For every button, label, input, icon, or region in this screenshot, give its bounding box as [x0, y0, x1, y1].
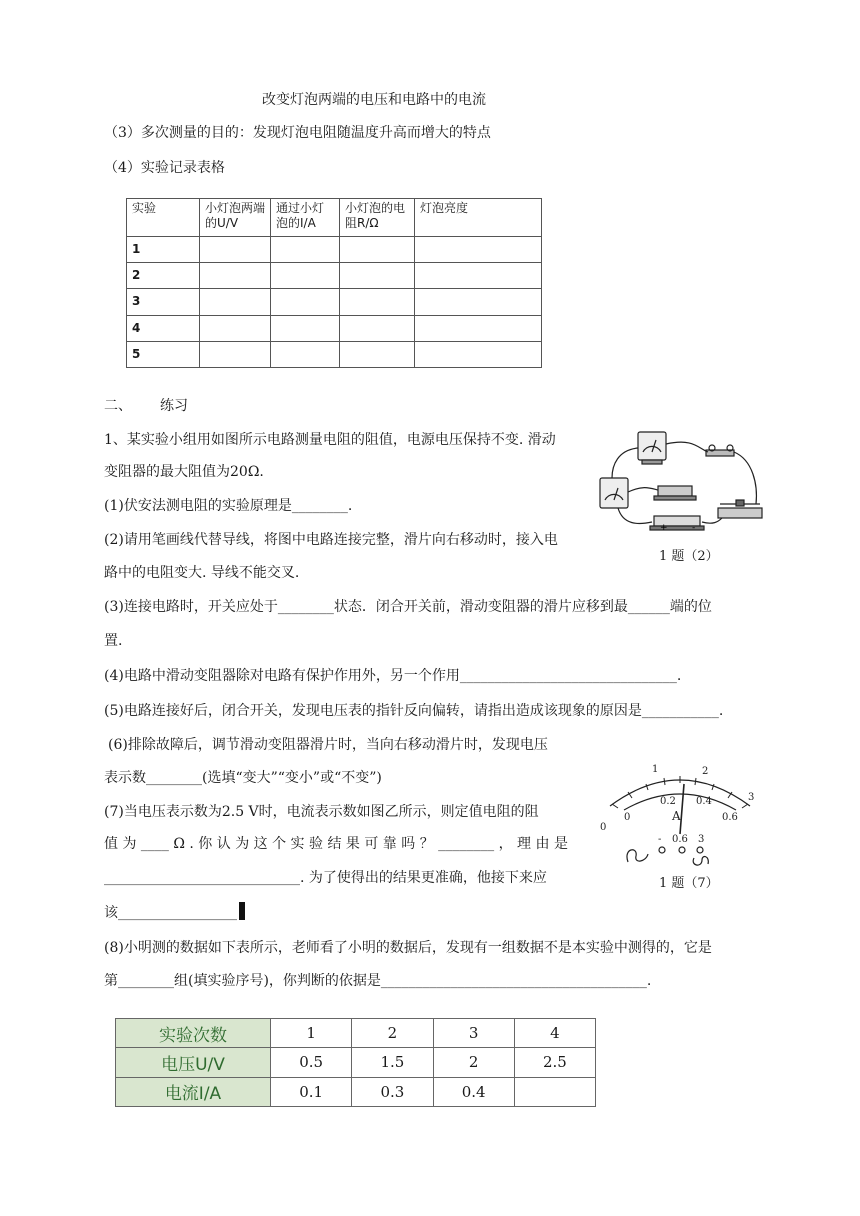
current-value: 0.1 [271, 1077, 352, 1106]
q1-part-2b: 路中的电阻变大. 导线不能交叉. [104, 565, 300, 581]
q1-part-3b: 置. [104, 633, 123, 649]
q1-part-8a: (8)小明测的数据如下表所示，老师看了小明的数据后，发现有一组数据不是本实验中测得的，它是 [104, 940, 712, 956]
scale-small-label: 0 [624, 812, 631, 823]
voltage-value: 2 [433, 1048, 514, 1077]
voltage-value: 2.5 [514, 1048, 595, 1077]
circuit-caption: 1 题（2） [659, 549, 719, 564]
record-header-voltage: 小灯泡两端的U/V [200, 199, 271, 237]
trial-number: 2 [352, 1019, 433, 1048]
scale-large-label: 0 [600, 822, 607, 833]
table-row [127, 289, 542, 315]
current-value [514, 1077, 595, 1106]
record-row-index: 4 [127, 315, 200, 341]
practice-number: 二、 [104, 398, 132, 414]
text-cursor [239, 902, 245, 920]
record-header-trial: 实验 [127, 199, 200, 237]
table-row [116, 1019, 596, 1048]
voltage-value: 0.5 [271, 1048, 352, 1077]
table-row [116, 1048, 596, 1077]
q1-intro-1: 1、某实验小组用如图所示电路测量电阻的阻值，电源电压保持不变. 滑动 [104, 432, 556, 448]
record-table [126, 198, 542, 368]
table-row [127, 315, 542, 341]
q1-part-7a: (7)当电压表示数为2.5 V时，电流表示数如图乙所示，则定值电阻的阻 [104, 804, 539, 820]
q1-part-7b: 值 为 ____ Ω . 你 认 为 这 个 实 验 结 果 可 靠 吗 ？ ________ ， 理 由 是 [104, 836, 568, 852]
q1-part-2a: (2)请用笔画线代替导线，将图中电路连接完整，滑片向右移动时，接入电 [104, 532, 558, 548]
q1-part-7c: ____________________________. 为了使得出的结果更准确，他接下来应 [104, 870, 547, 886]
ammeter-dial [598, 758, 768, 870]
scale-large-label: 3 [748, 792, 755, 803]
q1-part-7d: 该_________________ [104, 905, 237, 921]
trial-number: 3 [433, 1019, 514, 1048]
q1-part-6a: (6)排除故障后，调节滑动变阻器滑片时，当向右移动滑片时，发现电压 [108, 737, 548, 753]
q1-part-7d-wrap [104, 902, 245, 923]
trial-number: 1 [271, 1019, 352, 1048]
data-header-current: 电流I/A [116, 1077, 271, 1106]
q1-part-6b: 表示数________(选填“变大”“变小”或“不变”) [104, 770, 382, 786]
q1-part-4: (4)电路中滑动变阻器除对电路有保护作用外，另一个作用_______________________________. [104, 668, 682, 684]
data-header-voltage: 电压U/V [116, 1048, 271, 1077]
record-header-brightness: 灯泡亮度 [415, 199, 542, 237]
scale-small-label: 0.2 [660, 796, 676, 807]
data-header-trials: 实验次数 [116, 1019, 271, 1048]
scale-small-label: 0.6 [722, 812, 738, 823]
current-value: 0.4 [433, 1077, 514, 1106]
table-row [127, 341, 542, 367]
meter-unit: A [672, 809, 681, 823]
q1-intro-2: 变阻器的最大阻值为20Ω. [104, 464, 264, 480]
record-row-index: 2 [127, 263, 200, 289]
q1-part-8b: 第________组(填实验序号)，你判断的依据是______________________________________. [104, 973, 652, 989]
scale-small-label: 0.4 [696, 796, 712, 807]
terminal-label: - [658, 834, 662, 845]
record-header-resistance: 小灯泡的电阻R/Ω [340, 199, 415, 237]
data-table [115, 1018, 596, 1107]
q1-part-3a: (3)连接电路时，开关应处于________状态．闭合开关前，滑动变阻器的滑片应移到最______端的位 [104, 599, 712, 615]
record-row-index: 1 [127, 237, 200, 263]
table-row [127, 237, 542, 263]
q1-part-5: (5)电路连接好后，闭合开关，发现电压表的指针反向偏转，请指出造成该现象的原因是___________. [104, 703, 724, 719]
table-row [116, 1077, 596, 1106]
svg-text:+: + [660, 523, 668, 533]
q1-part-1: (1)伏安法测电阻的实验原理是________. [104, 498, 353, 514]
terminal-label: 3 [698, 834, 705, 845]
svg-text:-: - [692, 523, 696, 533]
record-header-current: 通过小灯泡的I/A [271, 199, 340, 237]
current-value: 0.3 [352, 1077, 433, 1106]
practice-title: 练习 [160, 398, 188, 414]
terminal-label: 0.6 [672, 834, 688, 845]
circuit-diagram [598, 430, 768, 542]
scale-large-label: 2 [702, 766, 709, 777]
scale-large-label: 1 [652, 764, 659, 775]
intro-line-2: （3）多次测量的目的：发现灯泡电阻随温度升高而增大的特点 [104, 125, 491, 141]
table-row [127, 263, 542, 289]
voltage-value: 1.5 [352, 1048, 433, 1077]
intro-line-1: 改变灯泡两端的电压和电路中的电流 [262, 92, 486, 108]
trial-number: 4 [514, 1019, 595, 1048]
record-row-index: 3 [127, 289, 200, 315]
record-row-index: 5 [127, 341, 200, 367]
ammeter-caption: 1 题（7） [659, 876, 719, 891]
intro-line-3: （4）实验记录表格 [104, 160, 225, 176]
